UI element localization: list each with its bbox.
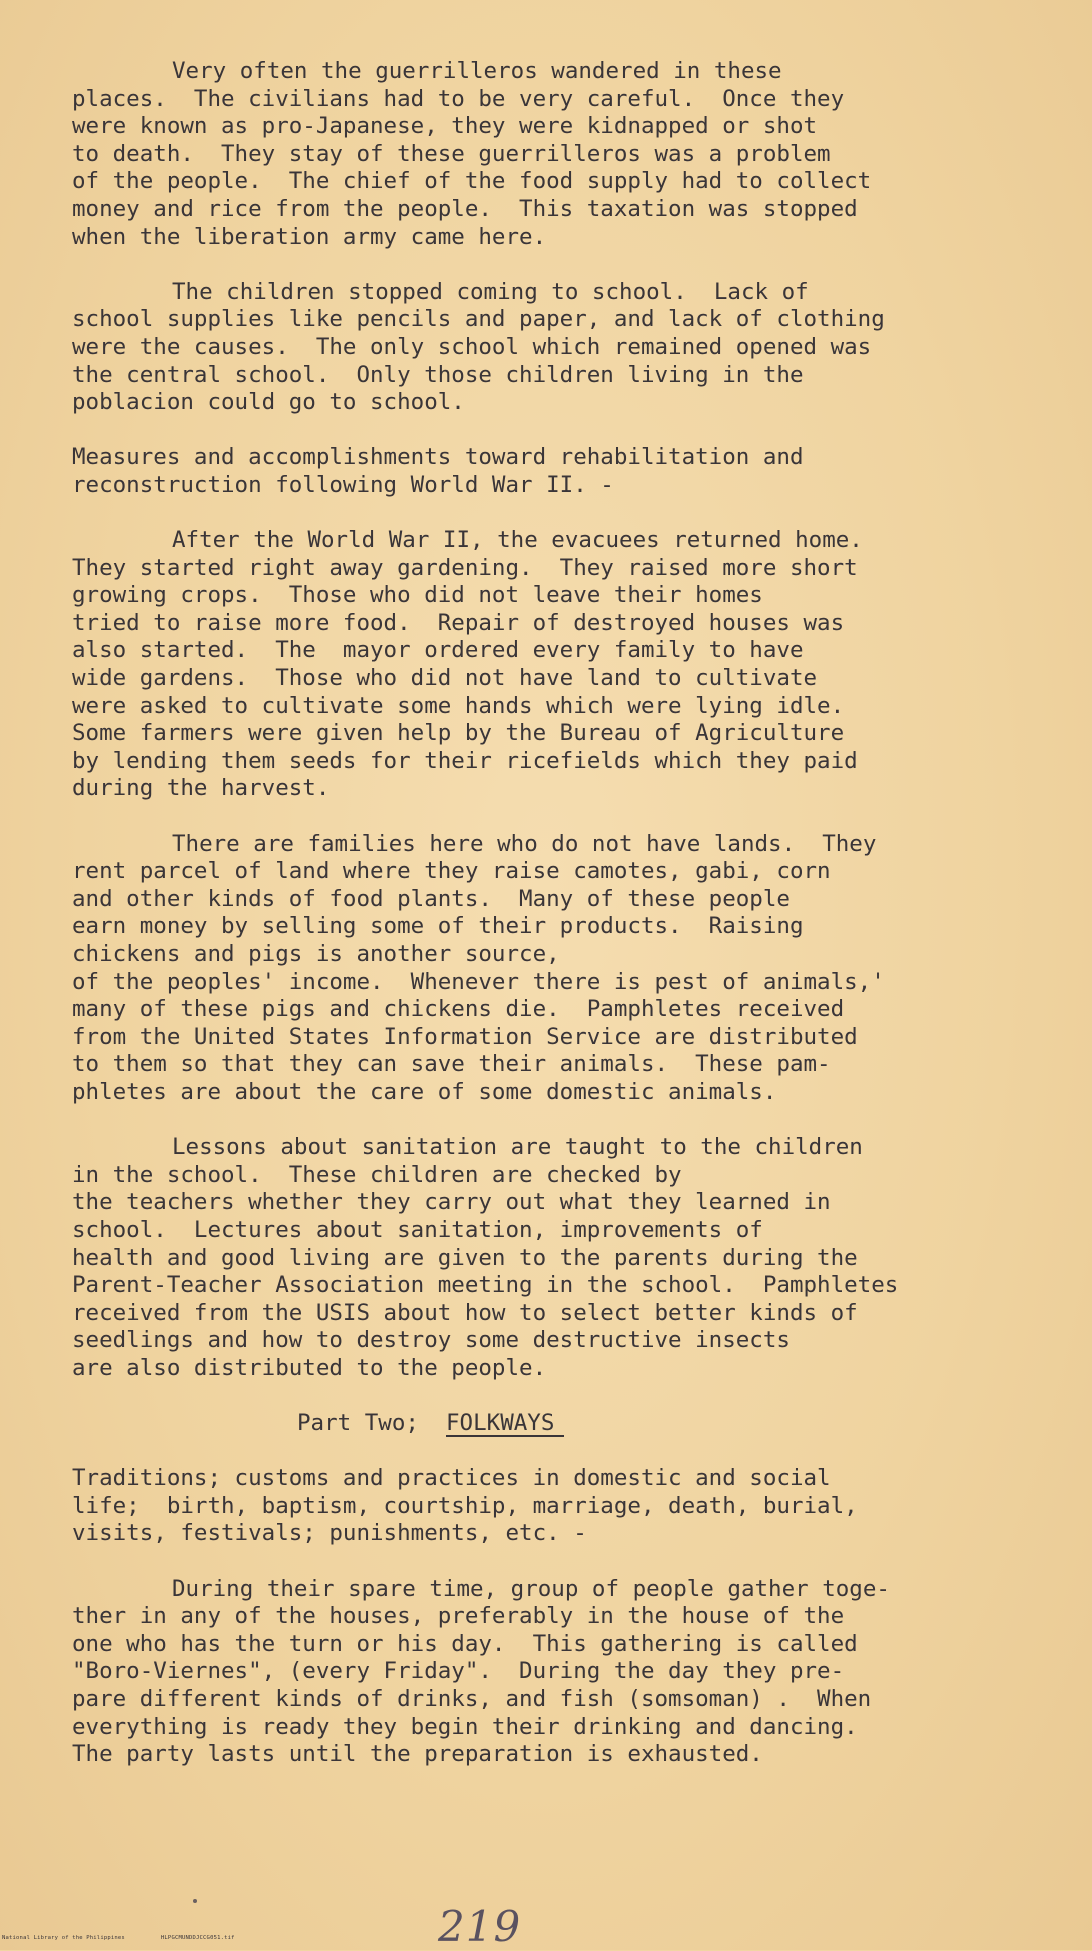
text-line: ther in any of the houses, preferably in the house of the (72, 1603, 845, 1630)
text-line: school supplies like pencils and paper, and lack of clothing (72, 306, 885, 333)
text-line: poblacion could go to school. (72, 389, 465, 416)
text-line: Lessons about sanitation are taught to the children (172, 1134, 863, 1161)
text-line: wide gardens. Those who did not have land to cultivate (72, 665, 818, 692)
text-line: rent parcel of land where they raise camotes, gabi, corn (72, 858, 831, 885)
text-line: also started. The mayor ordered every family to have (72, 637, 804, 664)
text-line: one who has the turn or his day. This gathering is called (72, 1630, 858, 1657)
text-line: in the school. These children are checked by (72, 1161, 682, 1188)
text-line: everything is ready they begin their drinking and dancing. (72, 1713, 858, 1740)
text-line: places. The civilians had to be very careful. Once they (72, 85, 845, 112)
text-line: by lending them seeds for their ricefields which they paid (72, 747, 858, 774)
text-line: are also distributed to the people. (72, 1354, 547, 1381)
text-line: phletes are about the care of some domestic animals. (72, 1078, 777, 1105)
text-line: They started right away gardening. They raised more short (72, 554, 858, 581)
part-two-heading (72, 1410, 1072, 1438)
text-line: school. Lectures about sanitation, improvements of (72, 1216, 763, 1243)
text-line: were asked to cultivate some hands which were lying idle. (72, 692, 845, 719)
text-line: There are families here who do not have lands. They (172, 830, 877, 857)
text-line: Parent-Teacher Association meeting in the school. Pamphletes (72, 1272, 899, 1299)
text-line: were known as pro-Japanese, they were kidnapped or shot (72, 113, 818, 140)
text-line: "Boro-Viernes", (every Friday". During the day they pre- (72, 1658, 845, 1685)
text-line: the central school. Only those children living in the (72, 361, 804, 388)
text-line: many of these pigs and chickens die. Pamphletes received (72, 996, 845, 1023)
part-two-title: FOLKWAYS (446, 1411, 564, 1437)
typewritten-body (72, 58, 1072, 1769)
text-line: The party lasts until the preparation is exhausted. (72, 1741, 763, 1768)
text-line: from the United States Information Service are distributed (72, 1023, 858, 1050)
section-heading-line: reconstruction following World War II. - (72, 471, 614, 498)
text-line: of the people. The chief of the food supply had to collect (72, 168, 872, 195)
text-line: money and rice from the people. This taxation was stopped (72, 195, 858, 222)
text-line: during the harvest. (72, 775, 330, 802)
text-line: Some farmers were given help by the Bureau of Agriculture (72, 720, 845, 747)
section-heading-line: Traditions; customs and practices in domestic and social (72, 1465, 831, 1492)
section-heading-line: Measures and accomplishments toward rehabilitation and (72, 444, 804, 471)
ink-dot (193, 1899, 197, 1903)
text-line: seedlings and how to destroy some destructive insects (72, 1327, 790, 1354)
section-heading-line: visits, festivals; punishments, etc. - (72, 1520, 587, 1547)
footer-file-id: HLPGCMUNDDJCCG051.tif (160, 1935, 235, 1941)
text-line: During their spare time, group of people gather toge- (172, 1575, 890, 1602)
text-line: chickens and pigs is another source, (72, 941, 560, 967)
text-line: pare different kinds of drinks, and fish (somsoman) . When (72, 1686, 872, 1713)
text-line: were the causes. The only school which remained opened was (72, 333, 872, 360)
text-line: After the World War II, the evacuees returned home. (172, 527, 863, 554)
text-line: to them so that they can save their animals. These pam- (72, 1051, 831, 1078)
text-line: growing crops. Those who did not leave their homes (72, 582, 763, 609)
section-heading-line: life; birth, baptism, courtship, marriage, death, burial, (72, 1492, 858, 1519)
text-line: to death. They stay of these guerrilleros was a problem (72, 140, 831, 167)
text-line: earn money by selling some of their products. Raising (72, 913, 804, 940)
text-line: tried to raise more food. Repair of destroyed houses was (72, 609, 845, 636)
text-line: of the peoples' income. Whenever there is pest of animals,' (72, 968, 885, 995)
text-line: received from the USIS about how to select better kinds of (72, 1299, 858, 1326)
text-line: when the liberation army came here. (72, 223, 547, 250)
text-line: health and good living are given to the parents during the (72, 1244, 858, 1271)
text-line: Very often the guerrilleros wandered in these (172, 58, 782, 84)
text-line: the teachers whether they carry out what they learned in (72, 1189, 831, 1216)
footer-library: National Library of the Philippines (2, 1935, 125, 1941)
footer (2, 1935, 271, 1941)
text-line: The children stopped coming to school. Lack of (172, 278, 809, 305)
part-two-label: Part Two; (297, 1410, 419, 1437)
page-number: 219 (438, 1902, 522, 1951)
text-line: and other kinds of food plants. Many of these people (72, 885, 790, 912)
